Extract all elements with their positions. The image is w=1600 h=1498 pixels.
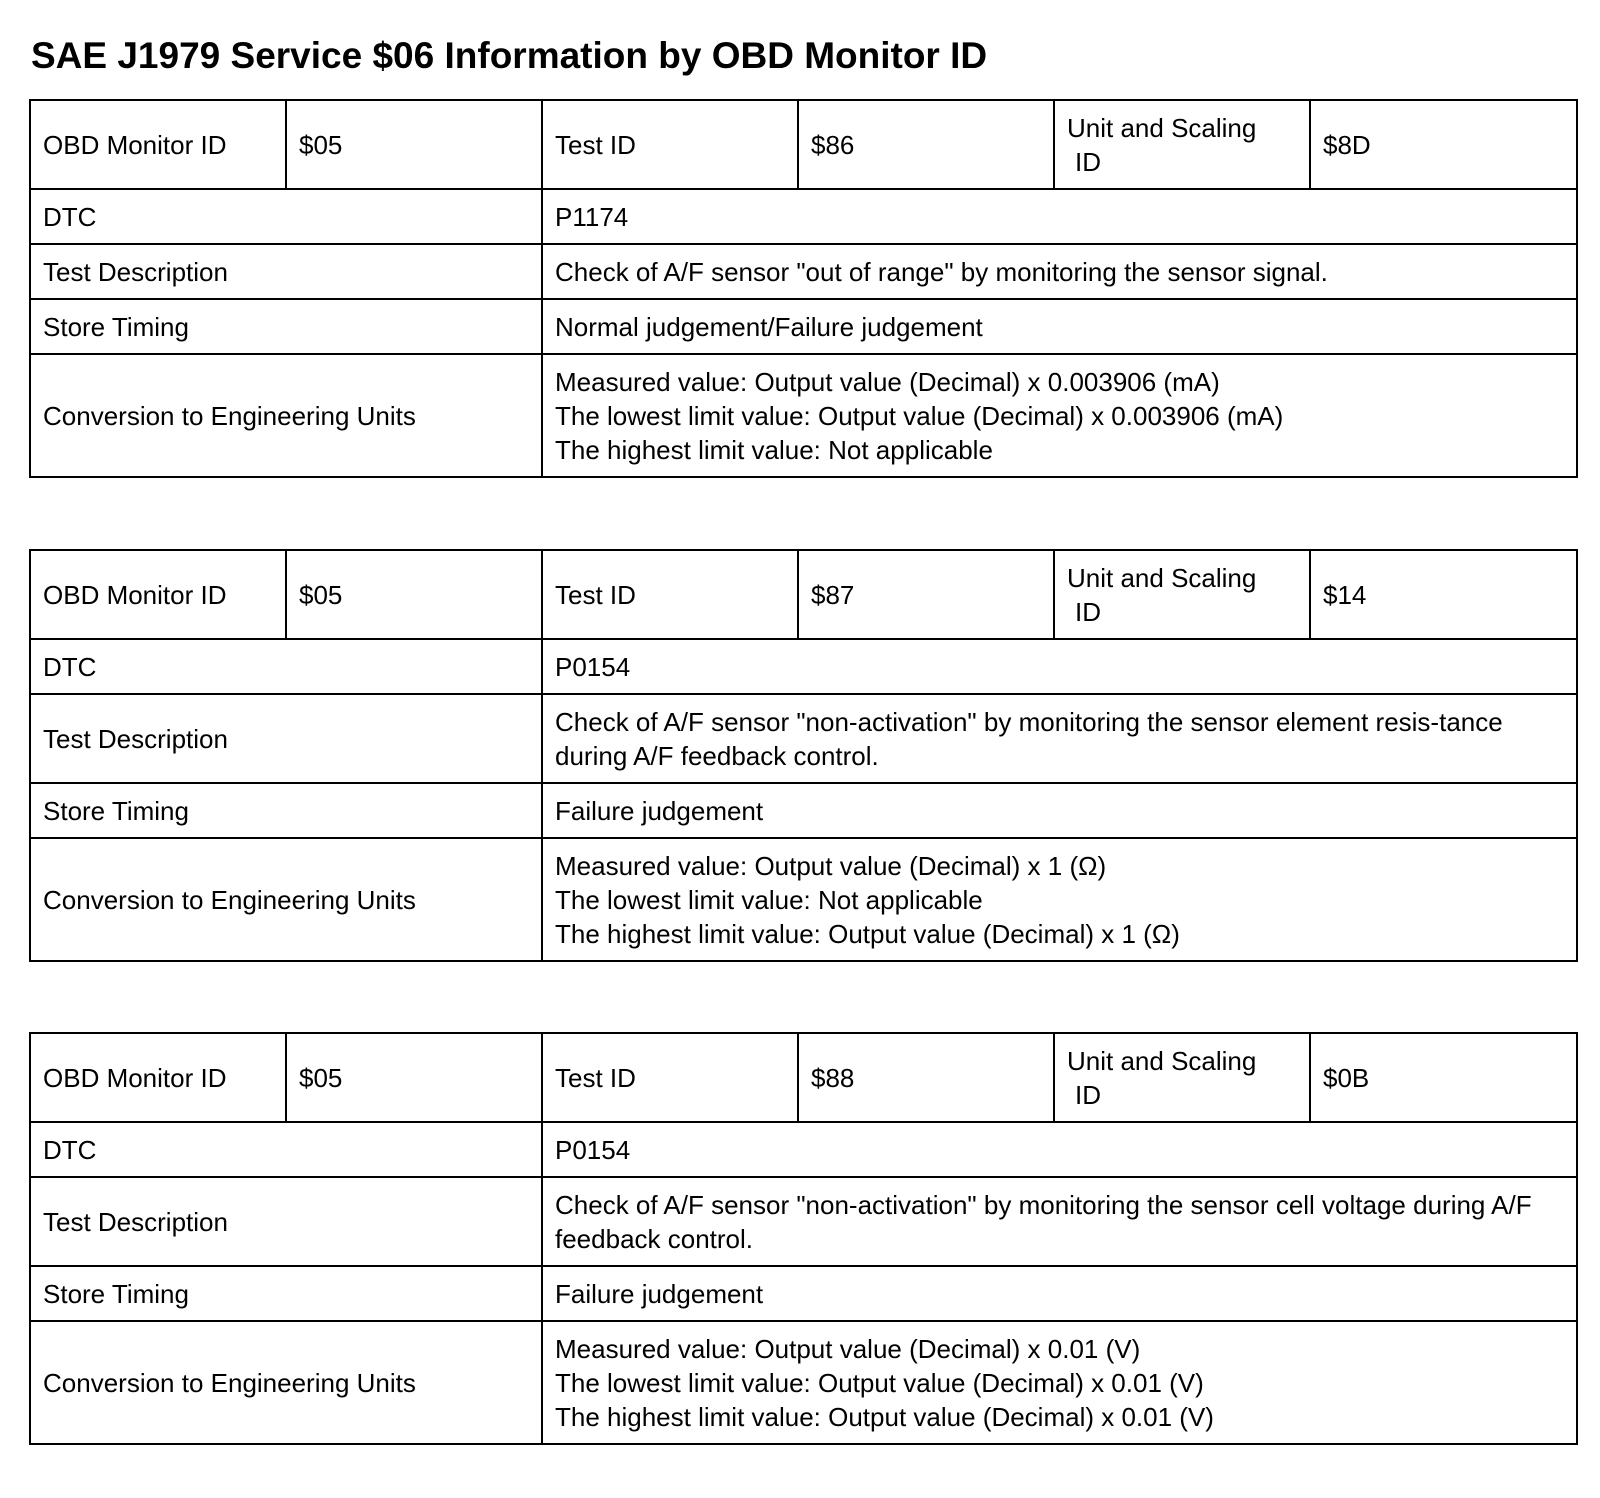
obd-monitor-id-value: $05	[286, 550, 542, 639]
dtc-row	[30, 639, 1577, 694]
test-description-value: Check of A/F sensor "out of range" by monitoring the sensor signal.	[542, 244, 1577, 299]
dtc-value: P0154	[542, 1122, 1577, 1177]
test-description-label: Test Description	[30, 1177, 542, 1266]
conversion-label: Conversion to Engineering Units	[30, 1321, 542, 1444]
test-id-label: Test ID	[542, 100, 798, 189]
unit-scaling-label-line-2: ID	[1075, 146, 1101, 177]
test-description-label: Test Description	[30, 244, 542, 299]
unit-scaling-label-line-1: Unit and Scaling	[1067, 112, 1257, 143]
unit-scaling-id-label	[1054, 550, 1310, 639]
highest-limit-line: The highest limit value: Not applicable	[555, 434, 993, 465]
store-timing-label: Store Timing	[30, 783, 542, 838]
test-description-row	[30, 244, 1577, 299]
conversion-row	[30, 838, 1577, 961]
test-description-value: Check of A/F sensor "non-activation" by monitoring the sensor element resis-tance during A/F feedback control.	[542, 694, 1577, 783]
service06-table-2	[29, 549, 1578, 962]
lowest-limit-line: The lowest limit value: Output value (Decimal) x 0.01 (V)	[555, 1367, 1204, 1398]
test-description-row	[30, 1177, 1577, 1266]
store-timing-row	[30, 299, 1577, 354]
unit-scaling-id-value: $14	[1310, 550, 1577, 639]
obd-monitor-id-label: OBD Monitor ID	[30, 100, 286, 189]
store-timing-label: Store Timing	[30, 1266, 542, 1321]
unit-scaling-id-label	[1054, 100, 1310, 189]
conversion-label: Conversion to Engineering Units	[30, 354, 542, 477]
measured-value-line: Measured value: Output value (Decimal) x 0.01 (V)	[555, 1333, 1141, 1364]
unit-scaling-label-line-1: Unit and Scaling	[1067, 1045, 1257, 1076]
page-title: SAE J1979 Service $06 Information by OBD Monitor ID	[31, 35, 988, 76]
conversion-row	[30, 1321, 1577, 1444]
test-id-value: $86	[798, 100, 1054, 189]
store-timing-row	[30, 1266, 1577, 1321]
test-description-label: Test Description	[30, 694, 542, 783]
dtc-label: DTC	[30, 639, 542, 694]
dtc-value: P0154	[542, 639, 1577, 694]
highest-limit-line: The highest limit value: Output value (Decimal) x 1 (Ω)	[555, 918, 1180, 949]
dtc-value: P1174	[542, 189, 1577, 244]
unit-scaling-label-line-1: Unit and Scaling	[1067, 562, 1257, 593]
conversion-label: Conversion to Engineering Units	[30, 838, 542, 961]
test-description-value: Check of A/F sensor "non-activation" by monitoring the sensor cell voltage during A/F feedback control.	[542, 1177, 1577, 1266]
header-row	[30, 100, 1577, 189]
test-id-value: $87	[798, 550, 1054, 639]
header-row	[30, 1033, 1577, 1122]
store-timing-label: Store Timing	[30, 299, 542, 354]
unit-scaling-id-label	[1054, 1033, 1310, 1122]
dtc-row	[30, 189, 1577, 244]
store-timing-value: Failure judgement	[542, 1266, 1577, 1321]
dtc-label: DTC	[30, 1122, 542, 1177]
service06-table-3	[29, 1032, 1578, 1445]
test-id-value: $88	[798, 1033, 1054, 1122]
store-timing-value: Normal judgement/Failure judgement	[542, 299, 1577, 354]
unit-scaling-id-value: $8D	[1310, 100, 1577, 189]
lowest-limit-line: The lowest limit value: Not applicable	[555, 884, 983, 915]
dtc-label: DTC	[30, 189, 542, 244]
obd-monitor-id-label: OBD Monitor ID	[30, 550, 286, 639]
test-id-label: Test ID	[542, 1033, 798, 1122]
conversion-value	[542, 838, 1577, 961]
unit-scaling-label-line-2: ID	[1075, 1079, 1101, 1110]
obd-monitor-id-value: $05	[286, 1033, 542, 1122]
measured-value-line: Measured value: Output value (Decimal) x 1 (Ω)	[555, 850, 1107, 881]
dtc-row	[30, 1122, 1577, 1177]
store-timing-row	[30, 783, 1577, 838]
measured-value-line: Measured value: Output value (Decimal) x 0.003906 (mA)	[555, 366, 1220, 397]
conversion-value	[542, 1321, 1577, 1444]
service06-table-1	[29, 99, 1578, 478]
header-row	[30, 550, 1577, 639]
test-description-row	[30, 694, 1577, 783]
highest-limit-line: The highest limit value: Output value (Decimal) x 0.01 (V)	[555, 1401, 1214, 1432]
obd-monitor-id-value: $05	[286, 100, 542, 189]
store-timing-value: Failure judgement	[542, 783, 1577, 838]
obd-monitor-id-label: OBD Monitor ID	[30, 1033, 286, 1122]
unit-scaling-label-line-2: ID	[1075, 596, 1101, 627]
unit-scaling-id-value: $0B	[1310, 1033, 1577, 1122]
lowest-limit-line: The lowest limit value: Output value (Decimal) x 0.003906 (mA)	[555, 400, 1284, 431]
conversion-value	[542, 354, 1577, 477]
test-id-label: Test ID	[542, 550, 798, 639]
conversion-row	[30, 354, 1577, 477]
